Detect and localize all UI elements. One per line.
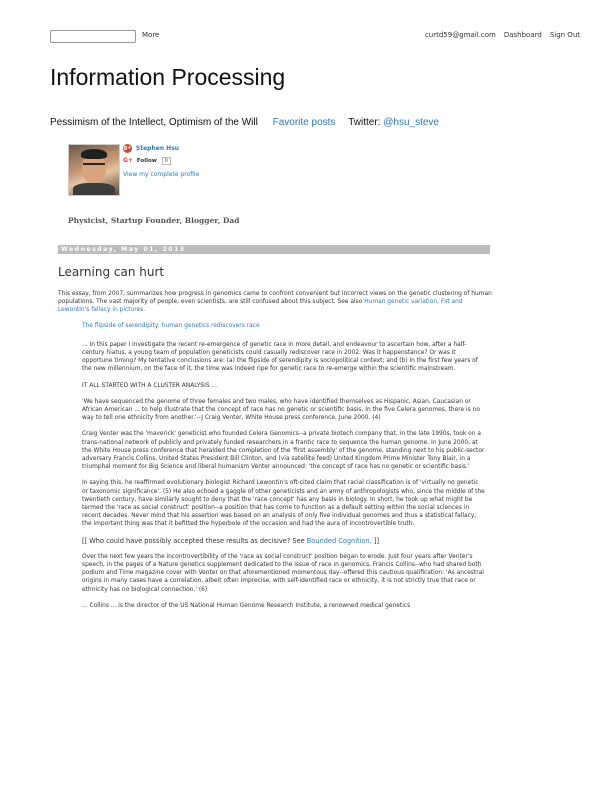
post-body bbox=[58, 290, 492, 618]
quote-paragraph: In saying this, he reaffirmed evolutionary biologist Richard Lewontin's oft-cited claim that racial classification is of 'virtually no genetic or taxonomic significance'. (5) He also echoed a gaggle of other geneticists and an army of anthropologists who, since the middle of the twentieth century, have similarly sought to deny that the 'race concept' has any basis in biology. In short, he took up what might be termed the 'race as social construct' position--a position that has come to function as a default setting within the social sciences in recent decades. Never mind that his assertion was based on an analysis of only five individual genomes and thus a statistical fallacy; the important thing was that it befitted the hyperbole of the occasion and had the aura of incontrovertible truth. bbox=[82, 480, 485, 528]
navbar-right bbox=[425, 31, 580, 39]
quote-heading: IT ALL STARTED WITH A CLUSTER ANALYSIS ... bbox=[82, 382, 218, 389]
quote-paragraph: ... In this paper I investigate the recent re-emergence of genetic race in more detail, and endeavour to ascertain how, after a half-century hiatus, a young team of population geneticists could casually rediscover race in 2002. Was it happenstance? Or was it opportune timing? My tentative conclusions are: (a) the flipside of serendipity is sociopolitical context; and (b) in the first few years of the new millennium, on the face of it, the time was indeed ripe for genetic race to re-emerge within the scientific mainstream. bbox=[82, 341, 478, 373]
post-title[interactable]: Learning can hurt bbox=[58, 265, 165, 279]
view-profile-link[interactable]: View my complete profile bbox=[123, 171, 200, 178]
post-intro bbox=[58, 290, 492, 315]
favorite-posts-link[interactable]: Favorite posts bbox=[272, 117, 336, 128]
avatar-shirt bbox=[73, 183, 115, 196]
dashboard-link[interactable]: Dashboard bbox=[503, 31, 542, 39]
search-input[interactable] bbox=[50, 30, 136, 43]
post-date-header: Wednesday, May 01, 2013 bbox=[58, 245, 490, 254]
google-plus-icon: g+ bbox=[123, 145, 132, 151]
avatar[interactable] bbox=[68, 144, 120, 196]
intro-text: This essay, from 2007, summarizes how progress in genomics came to confront convenient but incorrect views on the genetic clustering of human populations. The vast majority of people, even scientists, are still confused about this subject. See also bbox=[58, 291, 492, 306]
profile-widget bbox=[123, 144, 199, 178]
google-plus-small-icon: G+ bbox=[123, 157, 133, 164]
sign-out-link[interactable]: Sign Out bbox=[549, 31, 580, 39]
avatar-glasses bbox=[83, 163, 105, 170]
twitter-label-group bbox=[348, 117, 439, 128]
quote-paragraph: Craig Venter was the 'maverick' geneticist who founded Celera Genomics--a private biotech company that, in the late 1990s, took on a trans-national network of publicly and privately funded researchers in a frantic race to sequence the human genome. In June 2000, at the White House press conference that heralded the completion of the 'first assembly' of the genome, standing next to his public-sector adversary Francis Collins, United States President Bill Clinton, and (via satellite feed) United Kingdom Prime Minister Tony Blair, in a triumphal moment for Big Science and liberal humanism Venter announced: 'the concept of race has no genetic or scientific basis.' bbox=[82, 431, 485, 471]
quote-paragraph: ... Collins ... is the director of the US National Human Genome Research Institute, a renowned medical genetics bbox=[82, 602, 411, 609]
intro-link[interactable]: Human genetic variation, Fst and Lewontin's fallacy in pictures. bbox=[58, 299, 463, 314]
quote-paragraph: 'We have sequenced the genome of three females and two males, who have identified themselves as Hispanic, Asian, Caucasian or African American ... to help illustrate that the concept of race has no genetic or scientific basis. In the five Celera genomes, there is no way to tell one ethnicity from another.'--J Craig Venter, White House press conference, June 2000. (4) bbox=[82, 398, 480, 422]
twitter-handle-link[interactable]: @hsu_steve bbox=[383, 117, 439, 128]
aside-note bbox=[82, 537, 486, 545]
blog-title[interactable]: Information Processing bbox=[50, 64, 286, 90]
quote-source-link[interactable]: The flipside of serendipity: human genetics rediscovers race bbox=[82, 322, 260, 329]
follow-button[interactable]: Follow bbox=[136, 158, 157, 164]
follower-count: 0 bbox=[162, 157, 171, 165]
blog-description: Physicist, Startup Founder, Blogger, Dad bbox=[68, 216, 240, 225]
blockquote bbox=[82, 322, 486, 610]
blogger-navbar bbox=[0, 0, 612, 39]
blog-tagline: Pessimism of the Intellect, Optimism of the Will bbox=[50, 117, 258, 128]
profile-name-row bbox=[123, 144, 199, 153]
avatar-hair bbox=[81, 149, 107, 159]
aside-suffix: ]] bbox=[371, 536, 380, 545]
bounded-cognition-link[interactable]: Bounded Cognition. bbox=[306, 536, 372, 545]
aside-prefix: [[ Who could have possibly accepted these results as decisive? See bbox=[82, 536, 307, 545]
quote-paragraph: Over the next few years the incontrovertibility of the 'race as social construct' position began to erode. Just four years after Venter's speech, in the pages of a Nature genetics supplement dedicated to the issue of race in genomics, Francis Collins--who had shared both podium and Time magazine cover with Venter on that aforementioned momentous day--offered this cautious qualification: 'As ancestral origins in many cases have a correlation, albeit often imprecise, with self-identified race or ethnicity, it is not strictly true that race or ethnicity has no biological connection.' (6) bbox=[82, 553, 484, 593]
profile-name-link[interactable]: Stephen Hsu bbox=[135, 145, 180, 152]
tagline-row bbox=[50, 117, 439, 128]
account-email[interactable]: curtd59@gmail.com bbox=[424, 31, 496, 39]
more-link[interactable]: More bbox=[142, 31, 160, 39]
twitter-label: Twitter: bbox=[348, 117, 384, 128]
follow-row bbox=[123, 157, 199, 165]
